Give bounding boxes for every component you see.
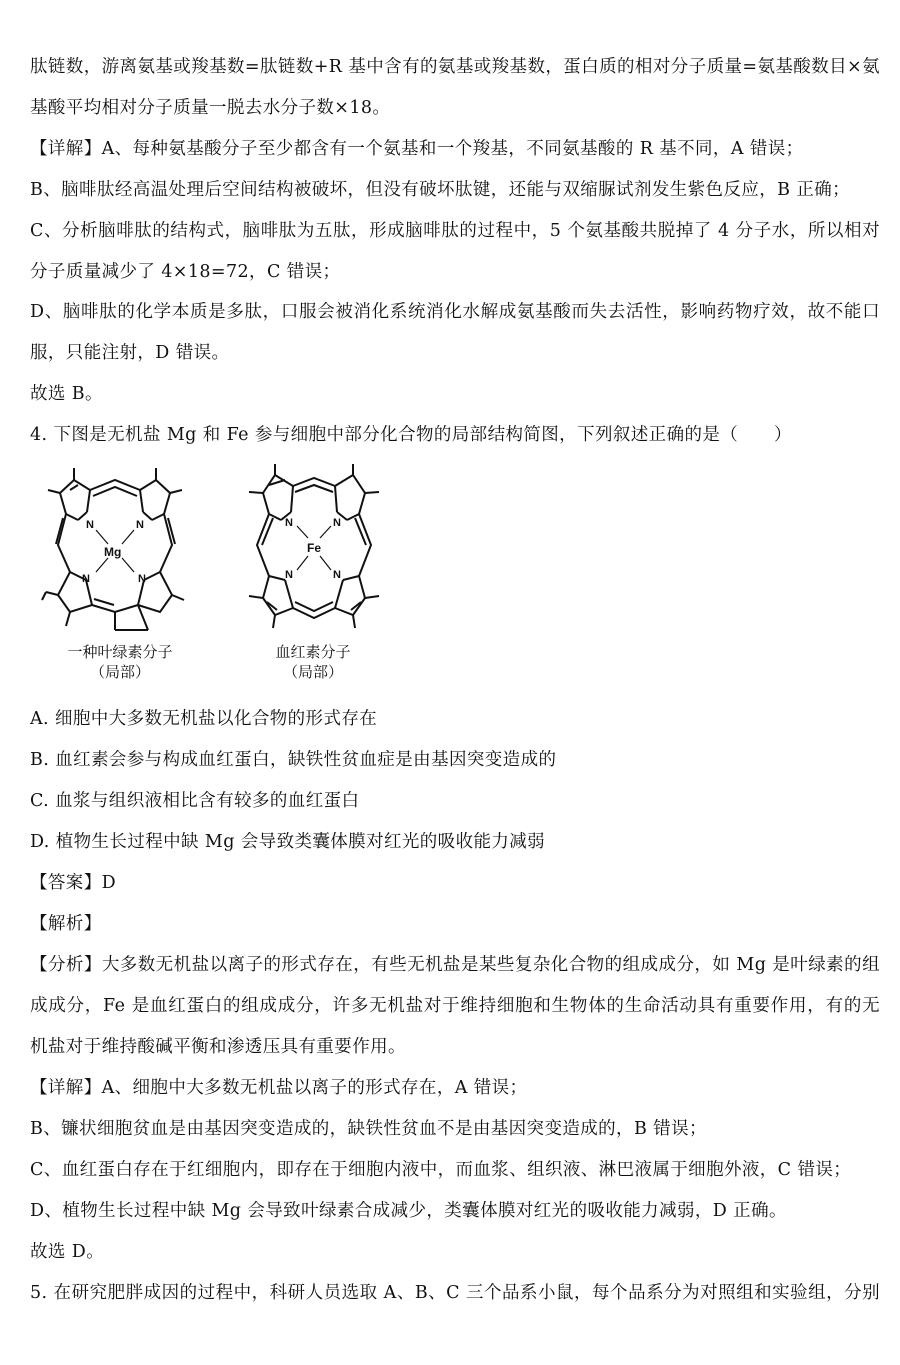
text-line-l5: C、分析脑啡肽的结构式，脑啡肽为五肽，形成脑啡肽的过程中，5 个氨基酸共脱掉了 4 分子水，所以相对 [30,221,880,241]
text-line-l17: 【分析】大多数无机盐以离子的形式存在，有些无机盐是某些复杂化合物的组成成分，如 Mg 是叶绿素的组 [30,955,880,975]
text-line-l20: 【详解】A、细胞中大多数无机盐以离子的形式存在，A 错误； [30,1078,528,1098]
heme-n-3: N [285,569,293,581]
heme-caption [248,642,378,682]
text-line-l21: B、镰状细胞贫血是由基因突变造成的，缺铁性贫血不是由基因突变造成的，B 错误； [30,1119,707,1139]
heme-caption-line1: 血红素分子 [275,643,351,661]
text-line-l14: D. 植物生长过程中缺 Mg 会导致类囊体膜对红光的吸收能力减弱 [30,832,546,852]
chlorophyll-structure [42,468,184,630]
text-line-l18: 成成分，Fe 是血红蛋白的组成成分，许多无机盐对于维持细胞和生物体的生命活动具有重要作用，有的无 [30,996,880,1016]
heme-structure [249,464,379,628]
text-line-l1: 肽链数，游离氨基或羧基数=肽链数+R 基中含有的氨基或羧基数，蛋白质的相对分子质量=氨基酸数目×氨 [30,57,880,77]
text-line-l2: 基酸平均相对分子质量一脱去水分子数×18。 [30,98,391,118]
chl-mg-label: Mg [104,545,122,559]
heme-n-1: N [285,517,293,529]
text-line-l22: C、血红蛋白存在于红细胞内，即存在于细胞内液中，而血浆、组织液、淋巴液属于细胞外液，C 错误； [30,1160,852,1180]
text-line-l15: 【答案】D [30,873,117,893]
chlorophyll-caption [50,642,190,682]
text-line-l24: 故选 D。 [30,1242,105,1262]
text-line-l10: 4. 下图是无机盐 Mg 和 Fe 参与细胞中部分化合物的局部结构简图，下列叙述正确的是（ ） [30,425,792,445]
heme-caption-line2: （局部） [282,663,343,681]
text-line-l9: 故选 B。 [30,384,103,404]
chl-n-2: N [136,519,144,531]
figure-structures [30,460,410,690]
text-line-l6: 分子质量减少了 4×18=72，C 错误； [30,262,341,282]
text-line-l12: B. 血红素会参与构成血红蛋白，缺铁性贫血症是由基因突变造成的 [30,750,557,770]
text-line-l19: 机盐对于维持酸碱平衡和渗透压具有重要作用。 [30,1037,406,1057]
heme-fe-label: Fe [307,541,322,555]
chl-n-4: N [138,573,146,585]
text-line-l13: C. 血浆与组织液相比含有较多的血红蛋白 [30,791,360,811]
text-line-l25: 5. 在研究肥胖成因的过程中，科研人员选取 A、B、C 三个品系小鼠，每个品系分为对照组和实验组，分别 [30,1283,880,1303]
heme-n-4: N [333,569,341,581]
text-line-l23: D、植物生长过程中缺 Mg 会导致叶绿素合成减少，类囊体膜对红光的吸收能力减弱，D 正确。 [30,1201,787,1221]
text-line-l8: 服，只能注射，D 错误。 [30,343,230,363]
text-line-l3: 【详解】A、每种氨基酸分子至少都含有一个氨基和一个羧基，不同氨基酸的 R 基不同，A 错误； [30,139,804,159]
chl-n-1: N [86,519,94,531]
heme-n-2: N [333,517,341,529]
chlorophyll-caption-line1: 一种叶绿素分子 [67,643,173,661]
chl-n-3: N [82,573,90,585]
text-line-l16: 【解析】 [30,914,102,934]
chlorophyll-caption-line2: （局部） [89,663,150,681]
text-line-l7: D、脑啡肽的化学本质是多肽，口服会被消化系统消化水解成氨基酸而失去活性，影响药物疗效，故不能口 [30,302,880,322]
text-line-l11: A. 细胞中大多数无机盐以化合物的形式存在 [30,709,378,729]
text-line-l4: B、脑啡肽经高温处理后空间结构被破坏，但没有破坏肽键，还能与双缩脲试剂发生紫色反应，B 正确； [30,180,851,200]
